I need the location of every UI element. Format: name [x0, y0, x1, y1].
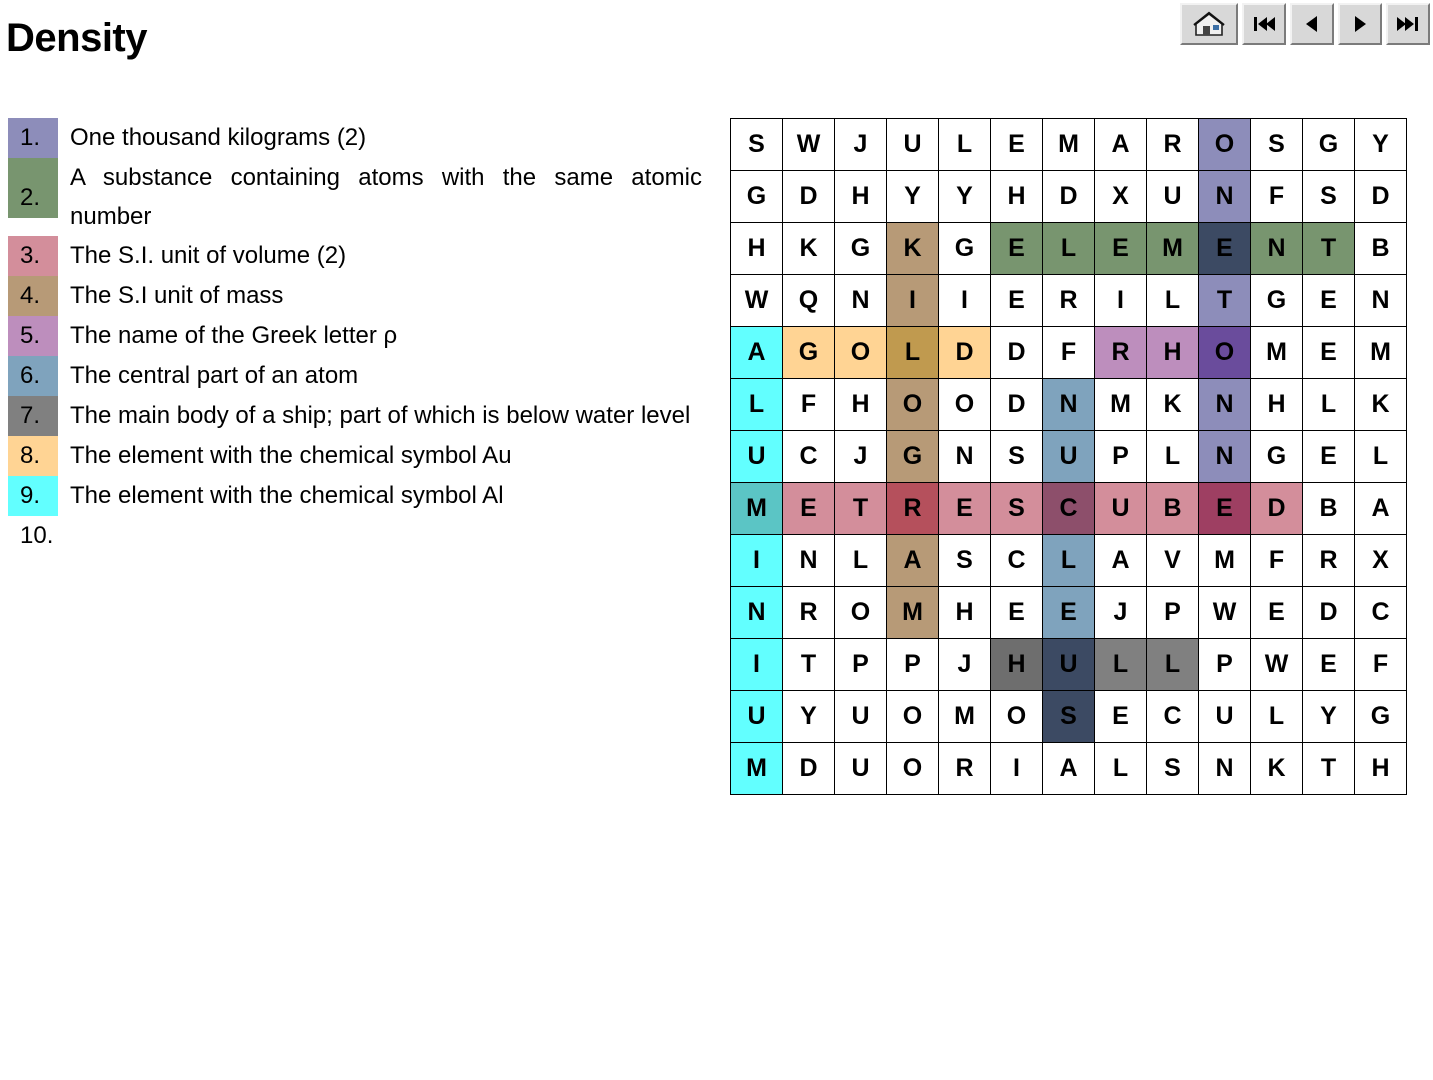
grid-cell[interactable]: Y [1355, 119, 1407, 171]
grid-cell[interactable]: D [783, 171, 835, 223]
grid-cell[interactable]: M [1355, 327, 1407, 379]
grid-cell[interactable]: D [991, 327, 1043, 379]
grid-cell[interactable]: F [783, 379, 835, 431]
grid-cell[interactable]: X [1095, 171, 1147, 223]
grid-cell[interactable]: I [939, 275, 991, 327]
grid-cell[interactable]: P [835, 639, 887, 691]
page-title: Density [6, 16, 147, 60]
clue-item [8, 476, 708, 516]
grid-row [731, 431, 1407, 483]
grid-cell[interactable]: Q [783, 275, 835, 327]
grid-cell[interactable]: O [1199, 119, 1251, 171]
grid-cell[interactable]: U [1043, 431, 1095, 483]
grid-cell[interactable]: N [835, 275, 887, 327]
grid-cell[interactable]: D [1043, 171, 1095, 223]
grid-cell[interactable]: U [835, 691, 887, 743]
grid-cell[interactable]: U [731, 691, 783, 743]
grid-cell[interactable]: K [1251, 743, 1303, 795]
grid-cell[interactable]: E [1303, 639, 1355, 691]
grid-cell[interactable]: S [991, 483, 1043, 535]
clue-text: One thousand kilograms (2) [70, 124, 367, 151]
clue-item [8, 158, 708, 236]
grid-cell[interactable]: S [1251, 119, 1303, 171]
grid-cell[interactable]: R [887, 483, 939, 535]
grid-cell[interactable]: U [835, 743, 887, 795]
grid-cell[interactable]: S [1147, 743, 1199, 795]
grid-cell[interactable]: B [1303, 483, 1355, 535]
grid-row [731, 639, 1407, 691]
grid-cell[interactable]: P [1199, 639, 1251, 691]
grid-cell[interactable]: U [1043, 639, 1095, 691]
grid-cell[interactable]: G [1303, 119, 1355, 171]
grid-cell[interactable]: C [1043, 483, 1095, 535]
grid-cell[interactable]: H [1251, 379, 1303, 431]
grid-cell[interactable]: H [991, 171, 1043, 223]
grid-cell[interactable]: W [783, 119, 835, 171]
grid-cell[interactable]: S [939, 535, 991, 587]
grid-cell[interactable]: N [1199, 379, 1251, 431]
grid-cell[interactable]: G [939, 223, 991, 275]
grid-cell[interactable]: Y [1303, 691, 1355, 743]
grid-cell[interactable]: Y [939, 171, 991, 223]
grid-cell[interactable]: G [1355, 691, 1407, 743]
grid-cell[interactable]: L [1251, 691, 1303, 743]
grid-cell[interactable]: A [1355, 483, 1407, 535]
grid-cell[interactable]: L [1147, 431, 1199, 483]
grid-cell[interactable]: H [991, 639, 1043, 691]
grid-cell[interactable]: M [1147, 223, 1199, 275]
grid-cell[interactable]: M [731, 483, 783, 535]
grid-cell[interactable]: S [1043, 691, 1095, 743]
grid-cell[interactable]: N [1199, 431, 1251, 483]
grid-cell[interactable]: L [1355, 431, 1407, 483]
grid-cell[interactable]: H [835, 171, 887, 223]
grid-cell[interactable]: I [731, 535, 783, 587]
grid-cell[interactable]: O [991, 691, 1043, 743]
clue-number: 1. [8, 118, 58, 158]
home-button[interactable] [1180, 3, 1238, 45]
grid-cell[interactable]: J [1095, 587, 1147, 639]
grid-cell[interactable]: A [887, 535, 939, 587]
grid-cell[interactable]: I [731, 639, 783, 691]
first-slide-icon [1252, 15, 1276, 33]
grid-cell[interactable]: G [783, 327, 835, 379]
grid-cell[interactable]: O [887, 691, 939, 743]
grid-cell[interactable]: E [1095, 691, 1147, 743]
grid-row [731, 587, 1407, 639]
grid-cell[interactable]: X [1355, 535, 1407, 587]
grid-cell[interactable]: C [991, 535, 1043, 587]
grid-cell[interactable]: L [939, 119, 991, 171]
grid-cell[interactable]: U [1147, 171, 1199, 223]
clue-text: The element with the chemical symbol Au [70, 442, 512, 469]
grid-cell[interactable]: U [1095, 483, 1147, 535]
clue-text: The element with the chemical symbol Al [70, 482, 504, 509]
grid-cell[interactable]: A [1043, 743, 1095, 795]
grid-cell[interactable]: G [1251, 275, 1303, 327]
grid-cell[interactable]: N [1043, 379, 1095, 431]
grid-cell[interactable]: U [1199, 691, 1251, 743]
grid-row [731, 171, 1407, 223]
grid-cell[interactable]: P [1095, 431, 1147, 483]
grid-cell[interactable]: R [1043, 275, 1095, 327]
grid-cell[interactable]: P [887, 639, 939, 691]
clue-item [8, 316, 708, 356]
grid-cell[interactable]: E [991, 223, 1043, 275]
last-slide-icon [1396, 15, 1420, 33]
grid-cell[interactable]: O [887, 743, 939, 795]
grid-cell[interactable]: E [1303, 431, 1355, 483]
grid-cell[interactable]: G [1251, 431, 1303, 483]
grid-cell[interactable]: E [1095, 223, 1147, 275]
first-slide-button[interactable] [1242, 3, 1286, 45]
grid-cell[interactable]: F [1355, 639, 1407, 691]
grid-cell[interactable]: N [1355, 275, 1407, 327]
clue-number: 6. [8, 356, 58, 396]
grid-cell[interactable]: O [1199, 327, 1251, 379]
grid-cell[interactable]: E [1043, 587, 1095, 639]
navigation-toolbar [1180, 3, 1430, 45]
clue-list [8, 118, 708, 556]
clue-text: The name of the Greek letter ρ [70, 322, 398, 349]
grid-cell[interactable]: L [887, 327, 939, 379]
grid-row [731, 223, 1407, 275]
clue-text: The S.I unit of mass [70, 282, 284, 309]
grid-cell[interactable]: R [1147, 119, 1199, 171]
grid-cell[interactable]: U [731, 431, 783, 483]
grid-cell[interactable]: D [939, 327, 991, 379]
grid-cell[interactable]: P [1147, 587, 1199, 639]
grid-cell[interactable]: E [783, 483, 835, 535]
grid-cell[interactable]: L [1303, 379, 1355, 431]
grid-cell[interactable]: U [887, 119, 939, 171]
grid-cell[interactable]: D [783, 743, 835, 795]
clue-item [8, 396, 708, 436]
grid-cell[interactable]: N [1199, 171, 1251, 223]
grid-cell[interactable]: M [1043, 119, 1095, 171]
next-slide-button[interactable] [1338, 3, 1382, 45]
grid-cell[interactable]: C [1147, 691, 1199, 743]
grid-row [731, 535, 1407, 587]
grid-cell[interactable]: V [1147, 535, 1199, 587]
grid-cell[interactable]: R [939, 743, 991, 795]
grid-cell[interactable]: G [887, 431, 939, 483]
grid-cell[interactable]: S [991, 431, 1043, 483]
home-icon [1192, 11, 1226, 37]
grid-row [731, 379, 1407, 431]
clue-text: The central part of an atom [70, 362, 359, 389]
clue-number: 3. [8, 236, 58, 276]
last-slide-button[interactable] [1386, 3, 1430, 45]
grid-cell[interactable]: M [731, 743, 783, 795]
grid-row [731, 483, 1407, 535]
grid-cell[interactable]: B [1147, 483, 1199, 535]
clue-item [8, 436, 708, 476]
grid-cell[interactable]: N [783, 535, 835, 587]
grid-cell[interactable]: L [1043, 223, 1095, 275]
grid-cell[interactable]: R [1095, 327, 1147, 379]
grid-cell[interactable]: E [1303, 275, 1355, 327]
grid-cell[interactable]: M [1095, 379, 1147, 431]
grid-cell[interactable]: O [835, 587, 887, 639]
grid-cell[interactable]: K [1355, 379, 1407, 431]
grid-cell[interactable]: S [731, 119, 783, 171]
clue-text: A substance containing atoms with the same atomic number [70, 164, 702, 230]
clue-number: 2. [8, 158, 58, 218]
previous-slide-icon [1302, 14, 1322, 34]
grid-cell[interactable]: L [1147, 639, 1199, 691]
grid-cell[interactable]: E [1199, 223, 1251, 275]
grid-cell[interactable]: K [887, 223, 939, 275]
grid-cell[interactable]: B [1355, 223, 1407, 275]
grid-cell[interactable]: E [991, 275, 1043, 327]
grid-cell[interactable]: I [991, 743, 1043, 795]
grid-cell[interactable]: L [1147, 275, 1199, 327]
grid-cell[interactable]: E [991, 587, 1043, 639]
grid-cell[interactable]: O [939, 379, 991, 431]
grid-cell[interactable]: A [1095, 119, 1147, 171]
grid-cell[interactable]: K [783, 223, 835, 275]
grid-cell[interactable]: J [939, 639, 991, 691]
grid-cell[interactable]: L [1095, 639, 1147, 691]
grid-cell[interactable]: D [1303, 587, 1355, 639]
grid-cell[interactable]: J [835, 431, 887, 483]
previous-slide-button[interactable] [1290, 3, 1334, 45]
grid-cell[interactable]: I [887, 275, 939, 327]
grid-cell[interactable]: G [835, 223, 887, 275]
grid-cell[interactable]: T [1199, 275, 1251, 327]
grid-cell[interactable]: H [939, 587, 991, 639]
grid-cell[interactable]: T [1303, 223, 1355, 275]
clue-text: The main body of a ship; part of which is below water level [70, 402, 691, 429]
grid-cell[interactable]: N [1199, 743, 1251, 795]
clue-number: 7. [8, 396, 58, 436]
grid-cell[interactable]: Y [783, 691, 835, 743]
grid-cell[interactable]: H [731, 223, 783, 275]
grid-cell[interactable]: N [939, 431, 991, 483]
grid-cell[interactable]: A [731, 327, 783, 379]
grid-cell[interactable]: F [1043, 327, 1095, 379]
grid-cell[interactable]: R [1303, 535, 1355, 587]
grid-cell[interactable]: M [1251, 327, 1303, 379]
clue-item [8, 118, 708, 158]
grid-row [731, 119, 1407, 171]
next-slide-icon [1350, 14, 1370, 34]
grid-cell[interactable]: L [1043, 535, 1095, 587]
grid-cell[interactable]: T [1303, 743, 1355, 795]
grid-cell[interactable]: E [1251, 587, 1303, 639]
grid-row [731, 275, 1407, 327]
grid-cell[interactable]: G [731, 171, 783, 223]
grid-cell[interactable]: R [783, 587, 835, 639]
clue-text: The S.I. unit of volume (2) [70, 242, 347, 269]
grid-cell[interactable]: Y [887, 171, 939, 223]
grid-row [731, 743, 1407, 795]
grid-cell[interactable]: E [1199, 483, 1251, 535]
grid-cell[interactable]: A [1095, 535, 1147, 587]
grid-cell[interactable]: K [1147, 379, 1199, 431]
grid-cell[interactable]: N [1251, 223, 1303, 275]
grid-cell[interactable]: F [1251, 171, 1303, 223]
grid-cell[interactable]: H [1147, 327, 1199, 379]
grid-cell[interactable]: W [1199, 587, 1251, 639]
clue-item [8, 516, 708, 556]
grid-cell[interactable]: F [1251, 535, 1303, 587]
grid-cell[interactable]: H [835, 379, 887, 431]
grid-cell[interactable]: D [1251, 483, 1303, 535]
clue-item [8, 276, 708, 316]
grid-cell[interactable]: M [1199, 535, 1251, 587]
grid-cell[interactable]: L [1095, 743, 1147, 795]
grid-cell[interactable]: S [1303, 171, 1355, 223]
grid-cell[interactable]: H [1355, 743, 1407, 795]
grid-cell[interactable]: W [1251, 639, 1303, 691]
grid-cell[interactable]: D [991, 379, 1043, 431]
clue-number: 9. [8, 476, 58, 516]
grid-cell[interactable]: N [731, 587, 783, 639]
grid-cell[interactable]: M [939, 691, 991, 743]
grid-cell[interactable]: T [783, 639, 835, 691]
clue-number: 8. [8, 436, 58, 476]
grid-cell[interactable]: D [1355, 171, 1407, 223]
clue-number: 10. [20, 522, 54, 549]
grid-cell[interactable]: O [887, 379, 939, 431]
grid-cell[interactable]: M [887, 587, 939, 639]
grid-cell[interactable]: E [1303, 327, 1355, 379]
grid-cell[interactable]: W [731, 275, 783, 327]
grid-cell[interactable]: O [835, 327, 887, 379]
clue-number: 5. [8, 316, 58, 356]
grid-cell[interactable]: E [991, 119, 1043, 171]
grid-cell[interactable]: I [1095, 275, 1147, 327]
word-search-grid[interactable] [730, 118, 1407, 795]
clue-number: 4. [8, 276, 58, 316]
grid-cell[interactable]: C [783, 431, 835, 483]
grid-row [731, 691, 1407, 743]
grid-cell[interactable]: L [835, 535, 887, 587]
grid-cell[interactable]: T [835, 483, 887, 535]
clue-item [8, 356, 708, 396]
grid-cell[interactable]: J [835, 119, 887, 171]
grid-cell[interactable]: C [1355, 587, 1407, 639]
grid-row [731, 327, 1407, 379]
grid-cell[interactable]: L [731, 379, 783, 431]
grid-cell[interactable]: E [939, 483, 991, 535]
clue-item [8, 236, 708, 276]
